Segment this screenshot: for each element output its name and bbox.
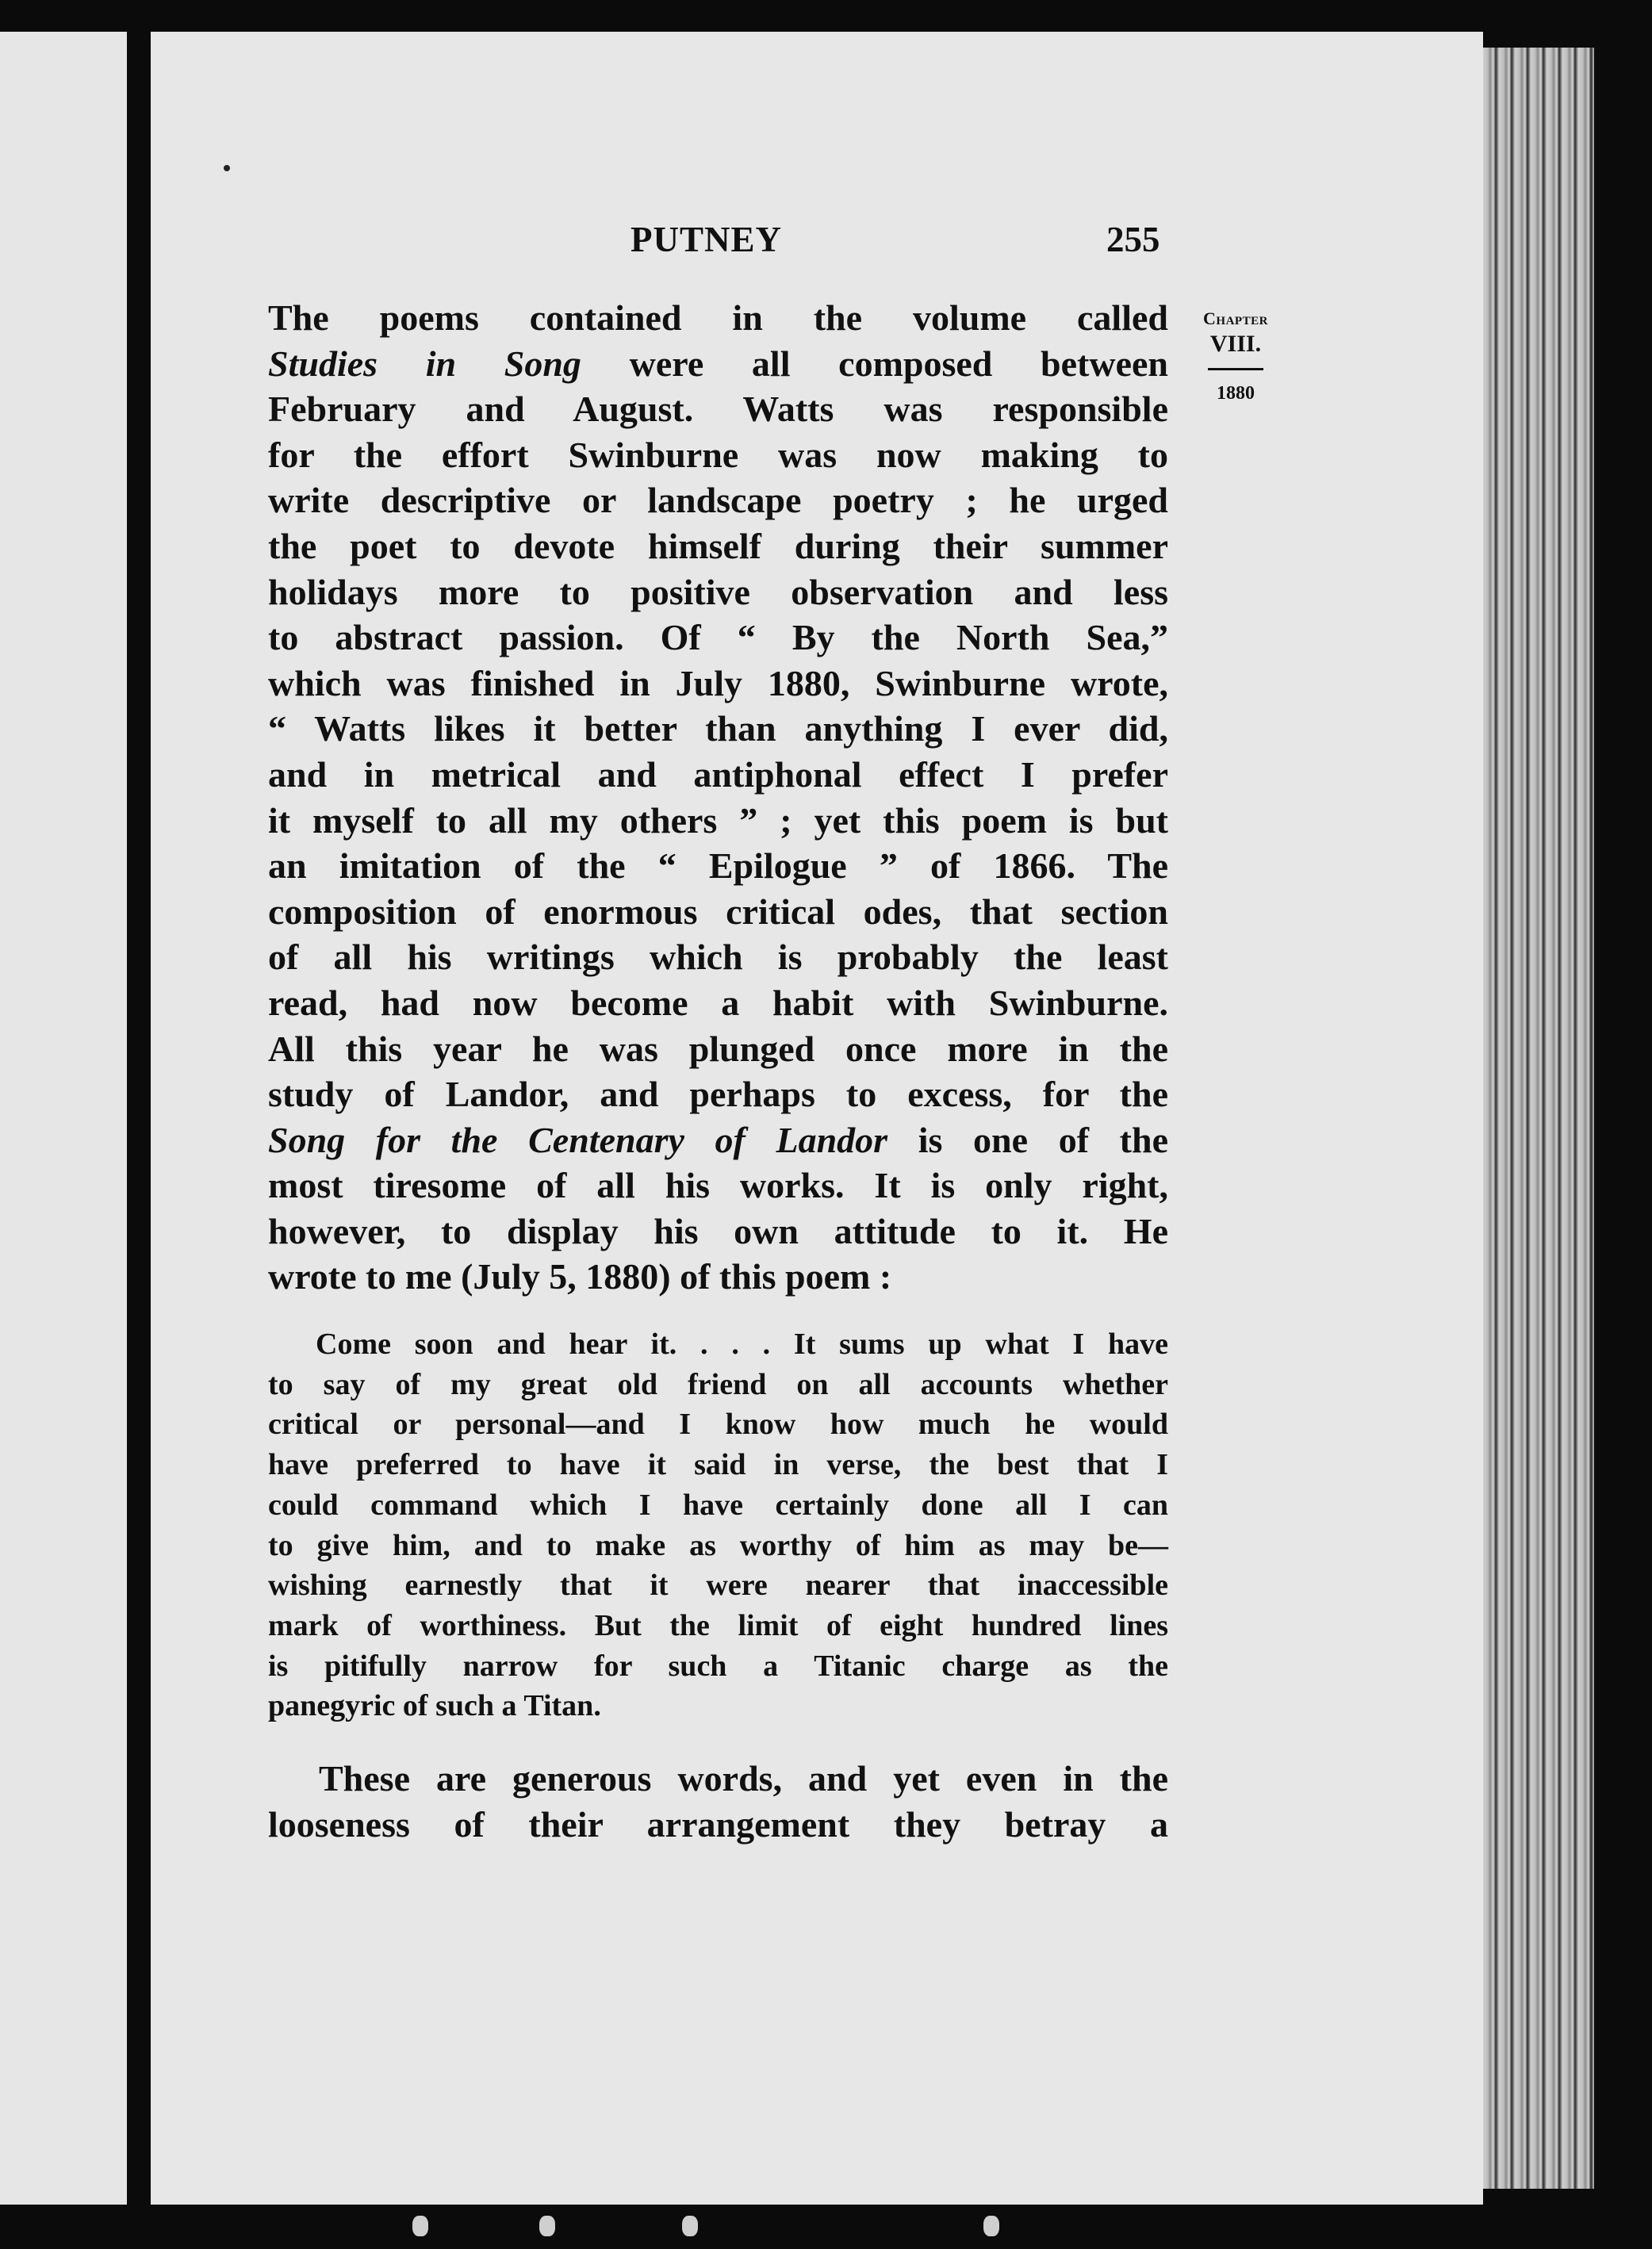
quote-line: wishing earnestly that it were nearer that inaccessible bbox=[268, 1569, 1168, 1603]
facing-page-edge bbox=[0, 32, 127, 2205]
quote-line: mark of worthiness. But the limit of eight hundred lines bbox=[268, 1608, 1168, 1642]
body-line: most tiresome of all his works. It is only right, bbox=[268, 1165, 1168, 1206]
body-line: All this year he was plunged once more in the bbox=[268, 1028, 1168, 1069]
body-line: study of Landor, and perhaps to excess, for the bbox=[268, 1074, 1168, 1115]
sidenote-rule bbox=[1208, 368, 1263, 370]
scan-artifact bbox=[539, 2216, 555, 2236]
quote-line: to give him, and to make as worthy of him as may be— bbox=[268, 1528, 1168, 1562]
quote-line: panegyric of such a Titan. bbox=[268, 1689, 601, 1723]
scan-artifact bbox=[412, 2216, 428, 2236]
quote-line: Come soon and hear it. . . . It sums up what I have bbox=[316, 1328, 1168, 1361]
body-line-rest: is one of the bbox=[887, 1119, 1168, 1160]
body-line: holidays more to positive observation and less bbox=[268, 571, 1168, 612]
quote-line: have preferred to have it said in verse, the best that I bbox=[268, 1448, 1168, 1482]
body-line-rest: were all composed between bbox=[581, 343, 1169, 384]
body-line: an imitation of the “ Epilogue ” of 1866. The bbox=[268, 845, 1168, 887]
body-line: and in metrical and antiphonal effect I prefer bbox=[268, 753, 1168, 795]
body-line: write descriptive or landscape poetry ; he urged bbox=[268, 480, 1168, 521]
page-number: 255 bbox=[1106, 220, 1160, 259]
running-head-title: PUTNEY bbox=[631, 220, 783, 259]
scan-artifact bbox=[983, 2216, 999, 2236]
body-line: it myself to all my others ” ; yet this poem is but bbox=[268, 799, 1168, 841]
speck-mark bbox=[224, 165, 230, 171]
body-line: read, had now become a habit with Swinburne. bbox=[268, 982, 1168, 1023]
body-line: of all his writings which is probably the least bbox=[268, 937, 1168, 978]
body-line: for the effort Swinburne was now making to bbox=[268, 434, 1168, 475]
running-head bbox=[0, 219, 1652, 274]
body-line: the poet to devote himself during their summer bbox=[268, 525, 1168, 566]
body-line bbox=[268, 1117, 1168, 1163]
page-fore-edge bbox=[1483, 48, 1594, 2189]
quote-line: is pitifully narrow for such a Titanic charge as the bbox=[268, 1649, 1168, 1683]
sidenote-year: 1880 bbox=[1217, 383, 1255, 404]
body-line: however, to display his own attitude to it. He bbox=[268, 1210, 1168, 1251]
closing-paragraph bbox=[268, 1756, 1168, 1847]
body-line: to abstract passion. Of “ By the North Sea,” bbox=[268, 617, 1168, 658]
scan-artifact bbox=[682, 2216, 698, 2236]
body-line: wrote to me (July 5, 1880) of this poem : bbox=[268, 1256, 892, 1297]
closing-line: looseness of their arrangement they betray a bbox=[268, 1803, 1168, 1845]
body-line: which was finished in July 1880, Swinburne wrote, bbox=[268, 662, 1168, 703]
italic-title: Song for the Centenary of Landor bbox=[268, 1119, 888, 1160]
quote-line: could command which I have certainly done all I can bbox=[268, 1488, 1168, 1522]
block-quotation bbox=[268, 1324, 1168, 1726]
italic-title: Studies in Song bbox=[268, 343, 581, 384]
body-line: The poems contained in the volume called bbox=[268, 297, 1168, 338]
quote-line: critical or personal—and I know how much he would bbox=[268, 1408, 1168, 1442]
body-line: February and August. Watts was responsible bbox=[268, 389, 1168, 430]
body-line bbox=[268, 341, 1168, 387]
sidenote-chapter-label: Chapter bbox=[1203, 308, 1268, 328]
margin-sidenote bbox=[1188, 308, 1283, 405]
body-line: composition of enormous critical odes, that section bbox=[268, 891, 1168, 932]
quote-line: to say of my great old friend on all accounts whether bbox=[268, 1367, 1168, 1401]
body-paragraph bbox=[268, 295, 1168, 1300]
closing-line: These are generous words, and yet even in the bbox=[319, 1758, 1168, 1799]
scan-bottom-marks bbox=[0, 2216, 1652, 2247]
sidenote-chapter-number: VIII. bbox=[1209, 331, 1262, 357]
body-line: “ Watts likes it better than anything I ever did, bbox=[268, 708, 1168, 749]
book-gutter bbox=[127, 32, 151, 2205]
